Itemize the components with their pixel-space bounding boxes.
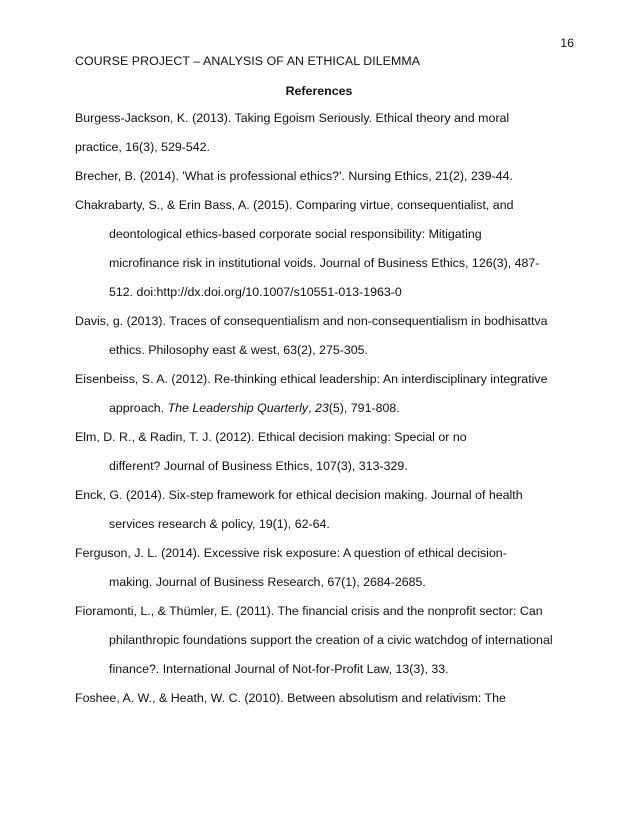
reference-entry-ferguson: [75, 545, 575, 603]
page-number: 16: [560, 36, 574, 50]
reference-line: Foshee, A. W., & Heath, W. C. (2010). Between absolutism and relativism: The: [75, 691, 506, 705]
volume-number: 23: [314, 401, 329, 415]
reference-line: Burgess-Jackson, K. (2013). Taking Egoism Seriously. Ethical theory and moral: [75, 111, 510, 125]
reference-entry-brecher: [75, 168, 575, 197]
reference-entry-eisenbeiss: [75, 371, 575, 429]
reference-line: practice, 16(3), 529-542.: [75, 140, 210, 154]
reference-line: Enck, G. (2014). Six-step framework for ethical decision making. Journal of health: [75, 488, 523, 502]
reference-line: making. Journal of Business Research, 67(1), 2684-2685.: [109, 575, 426, 589]
reference-line: Ferguson, J. L. (2014). Excessive risk exposure: A question of ethical decision-: [75, 546, 507, 560]
reference-text: ,: [308, 401, 315, 415]
reference-entry-davis: [75, 313, 575, 371]
reference-line: 512. doi:http://dx.doi.org/10.1007/s10551-013-1963-0: [109, 285, 402, 299]
reference-text: (5), 791-808.: [328, 401, 400, 415]
running-head: COURSE PROJECT – ANALYSIS OF AN ETHICAL DILEMMA: [75, 54, 421, 68]
reference-line: Eisenbeiss, S. A. (2012). Re-thinking ethical leadership: An interdisciplinary integrative: [75, 372, 548, 386]
reference-entry-burgess-jackson: [75, 110, 575, 168]
reference-line: Brecher, B. (2014). 'What is professional ethics?'. Nursing Ethics, 21(2), 239-44.: [75, 169, 513, 183]
reference-line: services research & policy, 19(1), 62-64.: [109, 517, 330, 531]
reference-entry-fioramonti: [75, 603, 575, 690]
reference-line: Fioramonti, L., & Thümler, E. (2011). The financial crisis and the nonprofit sector: Can: [75, 604, 543, 618]
reference-line: finance?. International Journal of Not-for-Profit Law, 13(3), 33.: [109, 662, 449, 676]
journal-title: The Leadership Quarterly: [167, 401, 309, 415]
reference-entry-chakrabarty: [75, 197, 575, 313]
reference-line: [75, 400, 575, 429]
reference-line: ethics. Philosophy east & west, 63(2), 275-305.: [109, 343, 368, 357]
reference-line: Elm, D. R., & Radin, T. J. (2012). Ethical decision making: Special or no: [75, 430, 467, 444]
reference-entry-foshee: [75, 690, 575, 719]
references-title: References: [285, 84, 353, 98]
reference-line: philanthropic foundations support the creation of a civic watchdog of international: [109, 633, 553, 647]
references-list: [75, 110, 575, 719]
reference-line: deontological ethics-based corporate social responsibility: Mitigating: [109, 227, 482, 241]
reference-line: different? Journal of Business Ethics, 107(3), 313-329.: [109, 459, 408, 473]
reference-entry-elm: [75, 429, 575, 487]
reference-line: Chakrabarty, S., & Erin Bass, A. (2015). Comparing virtue, consequentialist, and: [75, 198, 514, 212]
reference-entry-enck: [75, 487, 575, 545]
reference-line: Davis, g. (2013). Traces of consequentialism and non-consequentialism in bodhisattva: [75, 314, 548, 328]
reference-text: approach.: [109, 401, 168, 415]
reference-line: microfinance risk in institutional voids. Journal of Business Ethics, 126(3), 487-: [109, 256, 540, 270]
